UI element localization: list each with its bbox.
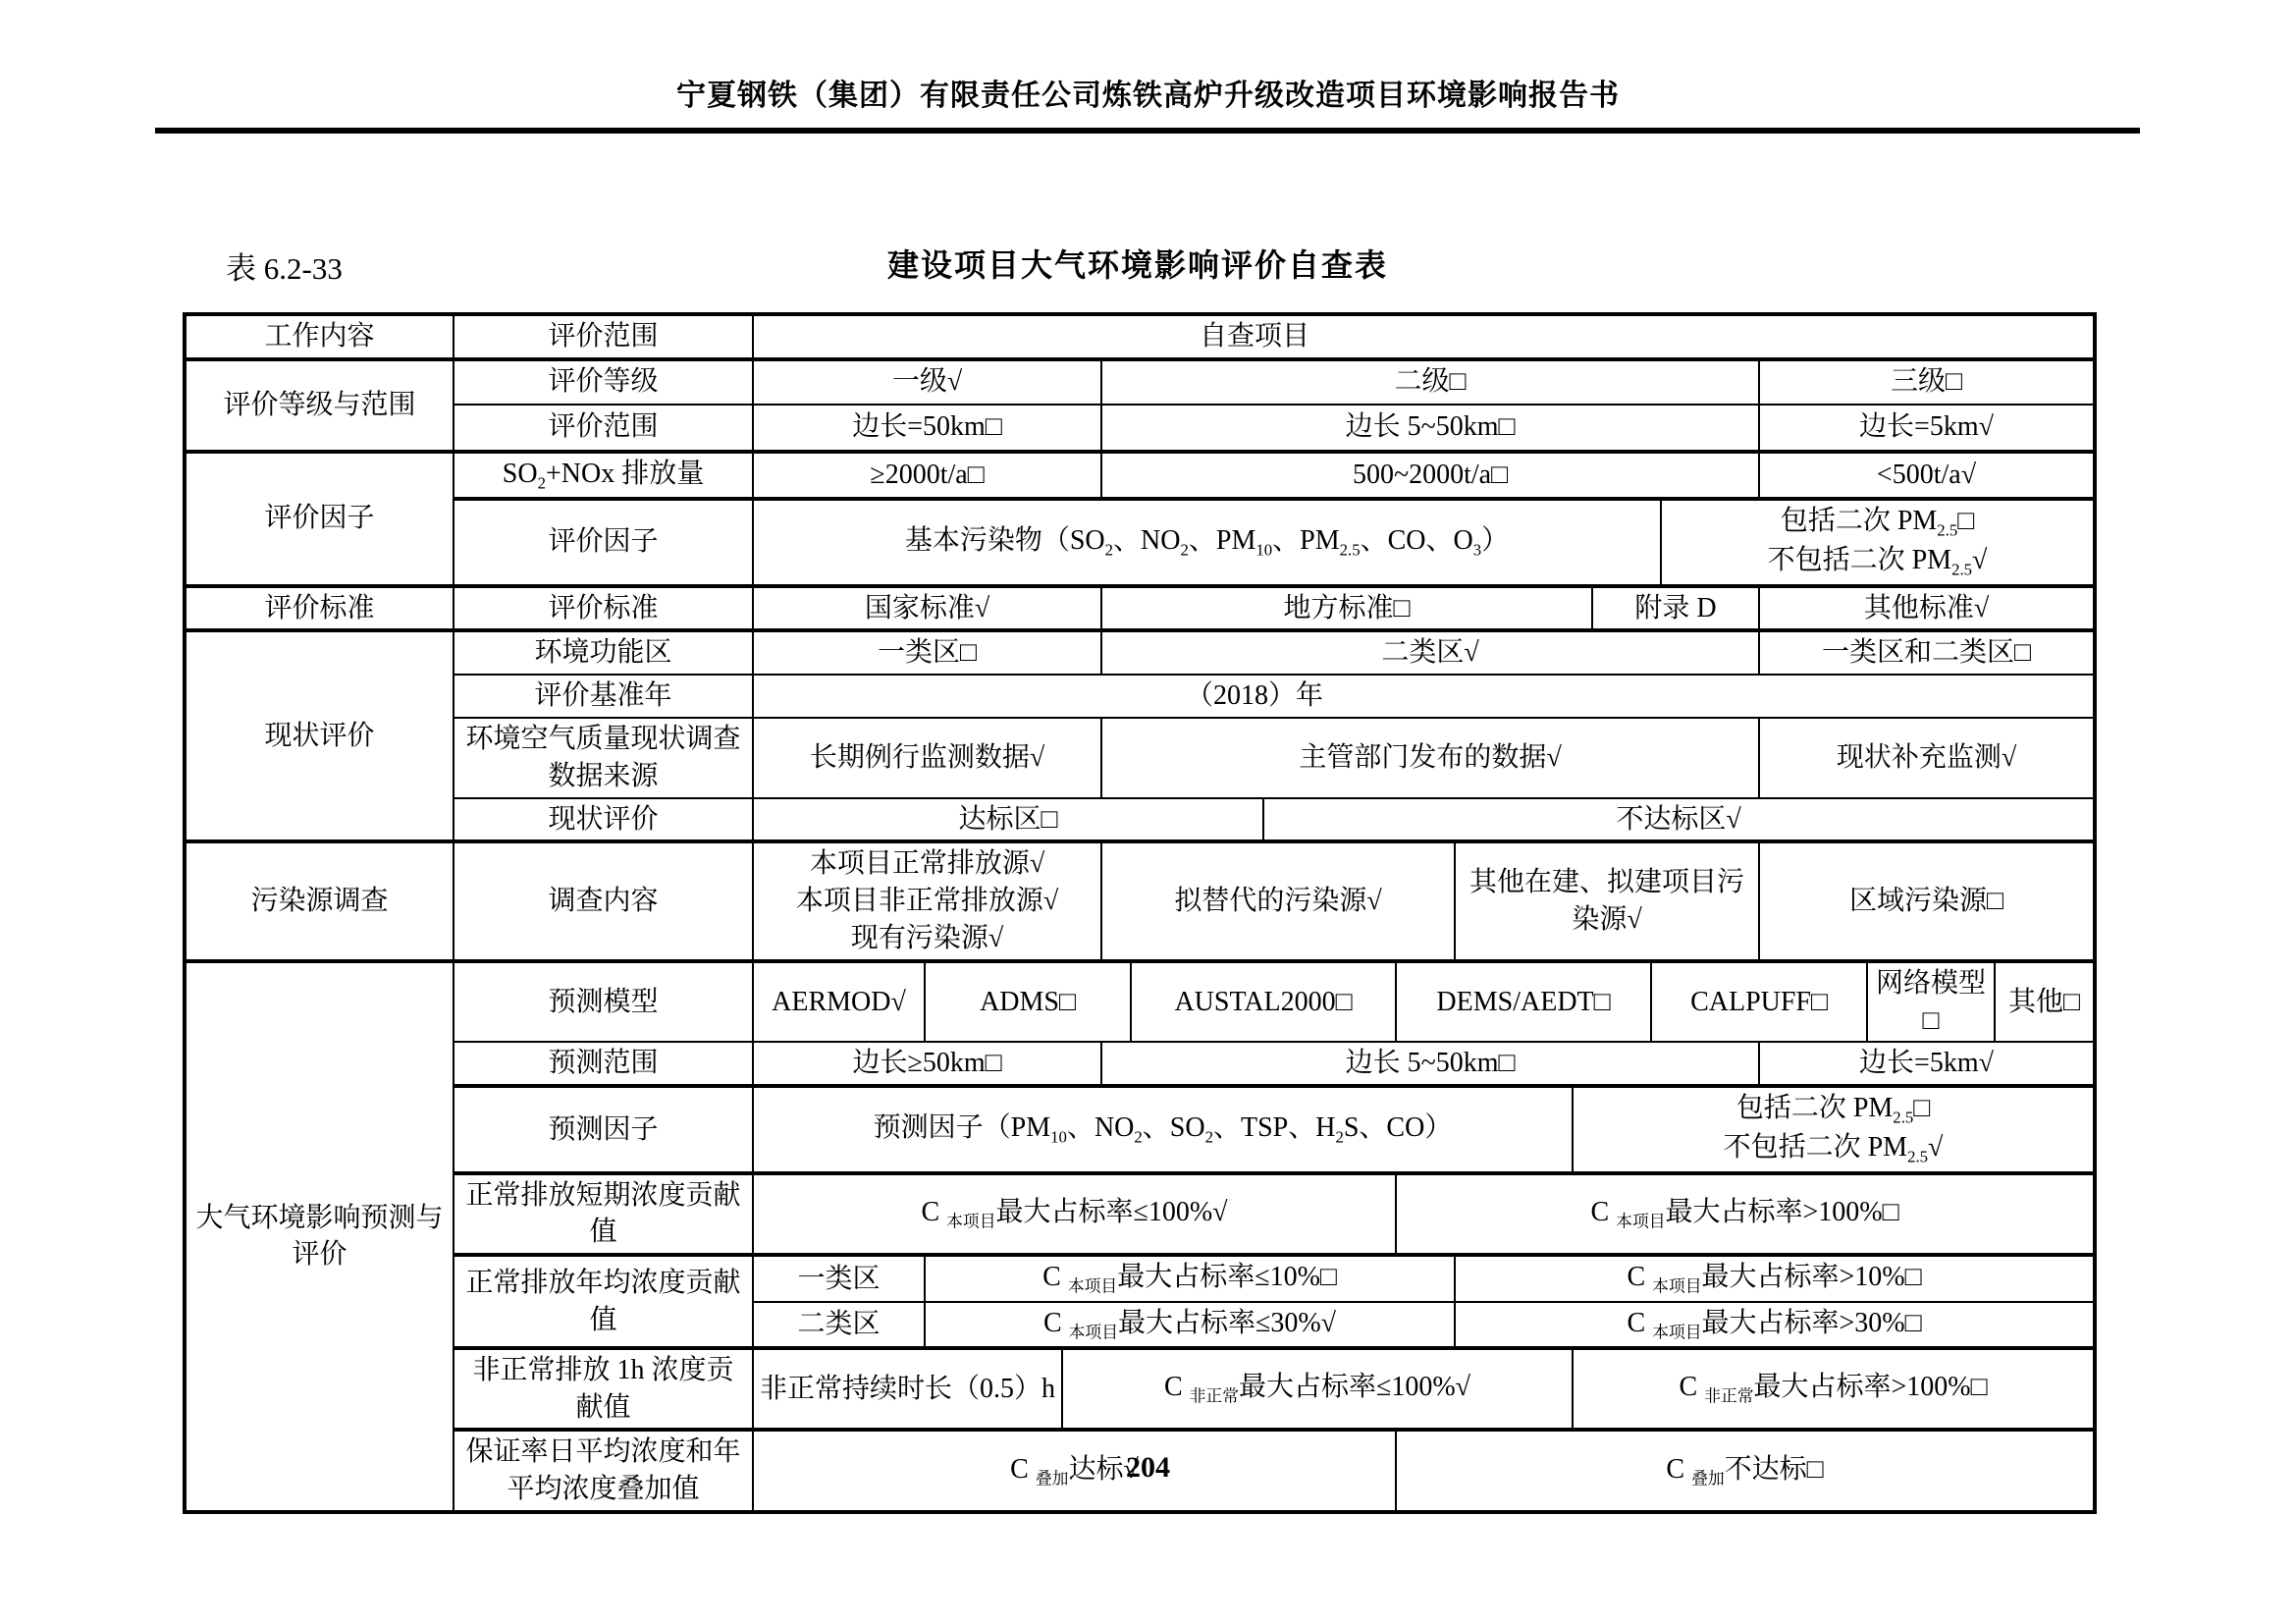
cell-standard-national: 国家标准√ xyxy=(753,586,1101,631)
table-title: 建设项目大气环境影响评价自查表 xyxy=(886,247,1388,283)
cell-model-aermod: AERMOD√ xyxy=(753,961,925,1043)
cell-abnormal-gt100: C $_{非正常}$最大占标率>100%□ xyxy=(1573,1348,2095,1431)
cell-range-5-50km: 边长 5~50km□ xyxy=(1101,405,1759,452)
table-row xyxy=(185,499,2095,586)
cell-range-50km: 边长=50km□ xyxy=(753,405,1101,452)
cell-status-eval-label: 现状评价 xyxy=(454,798,753,842)
cell-model-dems-aedt: DEMS/AEDT□ xyxy=(1396,961,1651,1043)
cell-overlay-label: 保证率日平均浓度和年平均浓度叠加值 xyxy=(454,1430,753,1512)
section-air-impact-prediction: 大气环境影响预测与评价 xyxy=(185,961,454,1512)
cell-prange-5-50km: 边长 5~50km□ xyxy=(1101,1042,1759,1086)
cell-secondary-pm25-option: 包括二次 $PM_{2.5}□$ 不包括二次 $PM_{2.5}√$ xyxy=(1661,499,2095,586)
cell-source-supplementary-monitoring: 现状补充监测√ xyxy=(1759,718,2095,798)
cell-annual-class1-le10: C $_{本项目}$最大占标率≤10%□ xyxy=(925,1255,1455,1301)
cell-survey-regional-sources: 区域污染源□ xyxy=(1759,841,2095,960)
cell-survey-content-label: 调查内容 xyxy=(454,841,753,960)
cell-survey-project-sources: 本项目正常排放源√ 本项目非正常排放源√ 现有污染源√ xyxy=(753,841,1101,960)
table-label: 表 6.2-33 xyxy=(226,251,343,286)
cell-eval-standard-label: 评价标准 xyxy=(454,586,753,631)
table-row xyxy=(185,675,2095,718)
cell-annual-class2-le30: C $_{本项目}$最大占标率≤30%√ xyxy=(925,1302,1455,1348)
cell-annual-class2-label: 二类区 xyxy=(753,1302,925,1348)
cell-abnormal-duration: 非正常持续时长（0.5）h xyxy=(753,1348,1062,1431)
cell-survey-replaced-sources: 拟替代的污染源√ xyxy=(1101,841,1455,960)
cell-eval-factor-label: 评价因子 xyxy=(454,499,753,586)
cell-env-function-zone-label: 环境功能区 xyxy=(454,630,753,675)
cell-range-5km: 边长=5km√ xyxy=(1759,405,2095,452)
table-row xyxy=(185,1086,2095,1173)
cell-short-term-gt100: C $_{本项目}$最大占标率>100%□ xyxy=(1396,1173,2095,1256)
table-row xyxy=(185,586,2095,631)
cell-survey-other-projects: 其他在建、拟建项目污染源√ xyxy=(1455,841,1759,960)
cell-prediction-factors: 预测因子（$PM_{10}$、$NO_2$、$SO_2$、TSP、$H_2S$、CO） xyxy=(753,1086,1573,1173)
table-row xyxy=(185,961,2095,1043)
cell-abnormal-le100: C $_{非正常}$最大占标率≤100%√ xyxy=(1062,1348,1573,1431)
cell-eval-scope-header: 评价范围 xyxy=(454,314,753,359)
cell-overlay-attain: C $_{叠加}$达标√ xyxy=(753,1430,1396,1512)
table-row xyxy=(185,1173,2095,1256)
cell-work-content-header: 工作内容 xyxy=(185,314,454,359)
section-status-eval: 现状评价 xyxy=(185,630,454,841)
cell-emission-lt500: <500t/a√ xyxy=(1759,452,2095,499)
section-pollution-source-survey: 污染源调查 xyxy=(185,841,454,960)
cell-attainment-area: 达标区□ xyxy=(753,798,1263,842)
cell-grade-level-2: 二级□ xyxy=(1101,359,1759,405)
cell-prange-ge50km: 边长≥50km□ xyxy=(753,1042,1101,1086)
table-row xyxy=(185,798,2095,842)
cell-basic-pollutants: 基本污染物（$SO_2$、$NO_2$、$PM_{10}$、$PM_{2.5}$、CO、$O_3$） xyxy=(753,499,1661,586)
cell-prediction-range-label: 预测范围 xyxy=(454,1042,753,1086)
cell-source-authority-data: 主管部门发布的数据√ xyxy=(1101,718,1759,798)
cell-base-year-label: 评价基准年 xyxy=(454,675,753,718)
section-eval-standard: 评价标准 xyxy=(185,586,454,631)
table-row xyxy=(185,359,2095,405)
cell-annual-class1-gt10: C $_{本项目}$最大占标率>10%□ xyxy=(1455,1255,2095,1301)
table-row xyxy=(185,630,2095,675)
cell-annual-class2-gt30: C $_{本项目}$最大占标率>30%□ xyxy=(1455,1302,2095,1348)
cell-model-adms: ADMS□ xyxy=(925,961,1131,1043)
table-row xyxy=(185,1255,2095,1301)
cell-grade-level-3: 三级□ xyxy=(1759,359,2095,405)
cell-prediction-secondary-pm25: 包括二次 $PM_{2.5}□$ 不包括二次 $PM_{2.5}√$ xyxy=(1573,1086,2095,1173)
cell-self-check-items-header: 自查项目 xyxy=(753,314,2095,359)
cell-standard-other: 其他标准√ xyxy=(1759,586,2095,631)
cell-prediction-model-label: 预测模型 xyxy=(454,961,753,1043)
table-row xyxy=(185,1042,2095,1086)
cell-annual-class1-label: 一类区 xyxy=(753,1255,925,1301)
cell-source-routine-monitoring: 长期例行监测数据√ xyxy=(753,718,1101,798)
header-rule xyxy=(155,128,2140,134)
cell-emission-500-2000: 500~2000t/a□ xyxy=(1101,452,1759,499)
cell-model-calpuff: CALPUFF□ xyxy=(1651,961,1867,1043)
section-eval-grade-scope: 评价等级与范围 xyxy=(185,359,454,452)
cell-non-attainment-area: 不达标区√ xyxy=(1263,798,2095,842)
table-row xyxy=(185,841,2095,960)
cell-standard-local: 地方标准□ xyxy=(1101,586,1592,631)
cell-abnormal-label: 非正常排放 1h 浓度贡献值 xyxy=(454,1348,753,1431)
cell-zone-class1: 一类区□ xyxy=(753,630,1101,675)
cell-prange-5km: 边长=5km√ xyxy=(1759,1042,2095,1086)
table-row xyxy=(185,452,2095,499)
cell-annual-label: 正常排放年均浓度贡献值 xyxy=(454,1255,753,1348)
cell-model-other: 其他□ xyxy=(1995,961,2095,1043)
document-header-title: 宁夏钢铁（集团）有限责任公司炼铁高炉升级改造项目环境影响报告书 xyxy=(676,80,1620,112)
cell-eval-grade-label: 评价等级 xyxy=(454,359,753,405)
cell-model-network: 网络模型□ xyxy=(1867,961,1995,1043)
cell-grade-level-1: 一级√ xyxy=(753,359,1101,405)
table-row xyxy=(185,718,2095,798)
self-check-table xyxy=(183,312,2097,1514)
cell-zone-class1and2: 一类区和二类区□ xyxy=(1759,630,2095,675)
cell-standard-appendix-d: 附录 D xyxy=(1592,586,1759,631)
page-number: 204 xyxy=(1126,1451,1170,1484)
table-row xyxy=(185,405,2095,452)
table-row xyxy=(185,314,2095,359)
cell-zone-class2: 二类区√ xyxy=(1101,630,1759,675)
cell-short-term-label: 正常排放短期浓度贡献值 xyxy=(454,1173,753,1256)
cell-emission-ge2000: ≥2000t/a□ xyxy=(753,452,1101,499)
cell-eval-range-label: 评价范围 xyxy=(454,405,753,452)
cell-overlay-non-attain: C $_{叠加}$不达标□ xyxy=(1396,1430,2095,1512)
cell-emission-label: $SO_2+NOx$ 排放量 xyxy=(454,452,753,499)
cell-model-austal2000: AUSTAL2000□ xyxy=(1131,961,1396,1043)
cell-base-year-value: （2018）年 xyxy=(753,675,2095,718)
cell-short-term-le100: C $_{本项目}$最大占标率≤100%√ xyxy=(753,1173,1396,1256)
cell-data-source-label: 环境空气质量现状调查数据来源 xyxy=(454,718,753,798)
section-eval-factor: 评价因子 xyxy=(185,452,454,586)
cell-prediction-factor-label: 预测因子 xyxy=(454,1086,753,1173)
table-row xyxy=(185,1348,2095,1431)
